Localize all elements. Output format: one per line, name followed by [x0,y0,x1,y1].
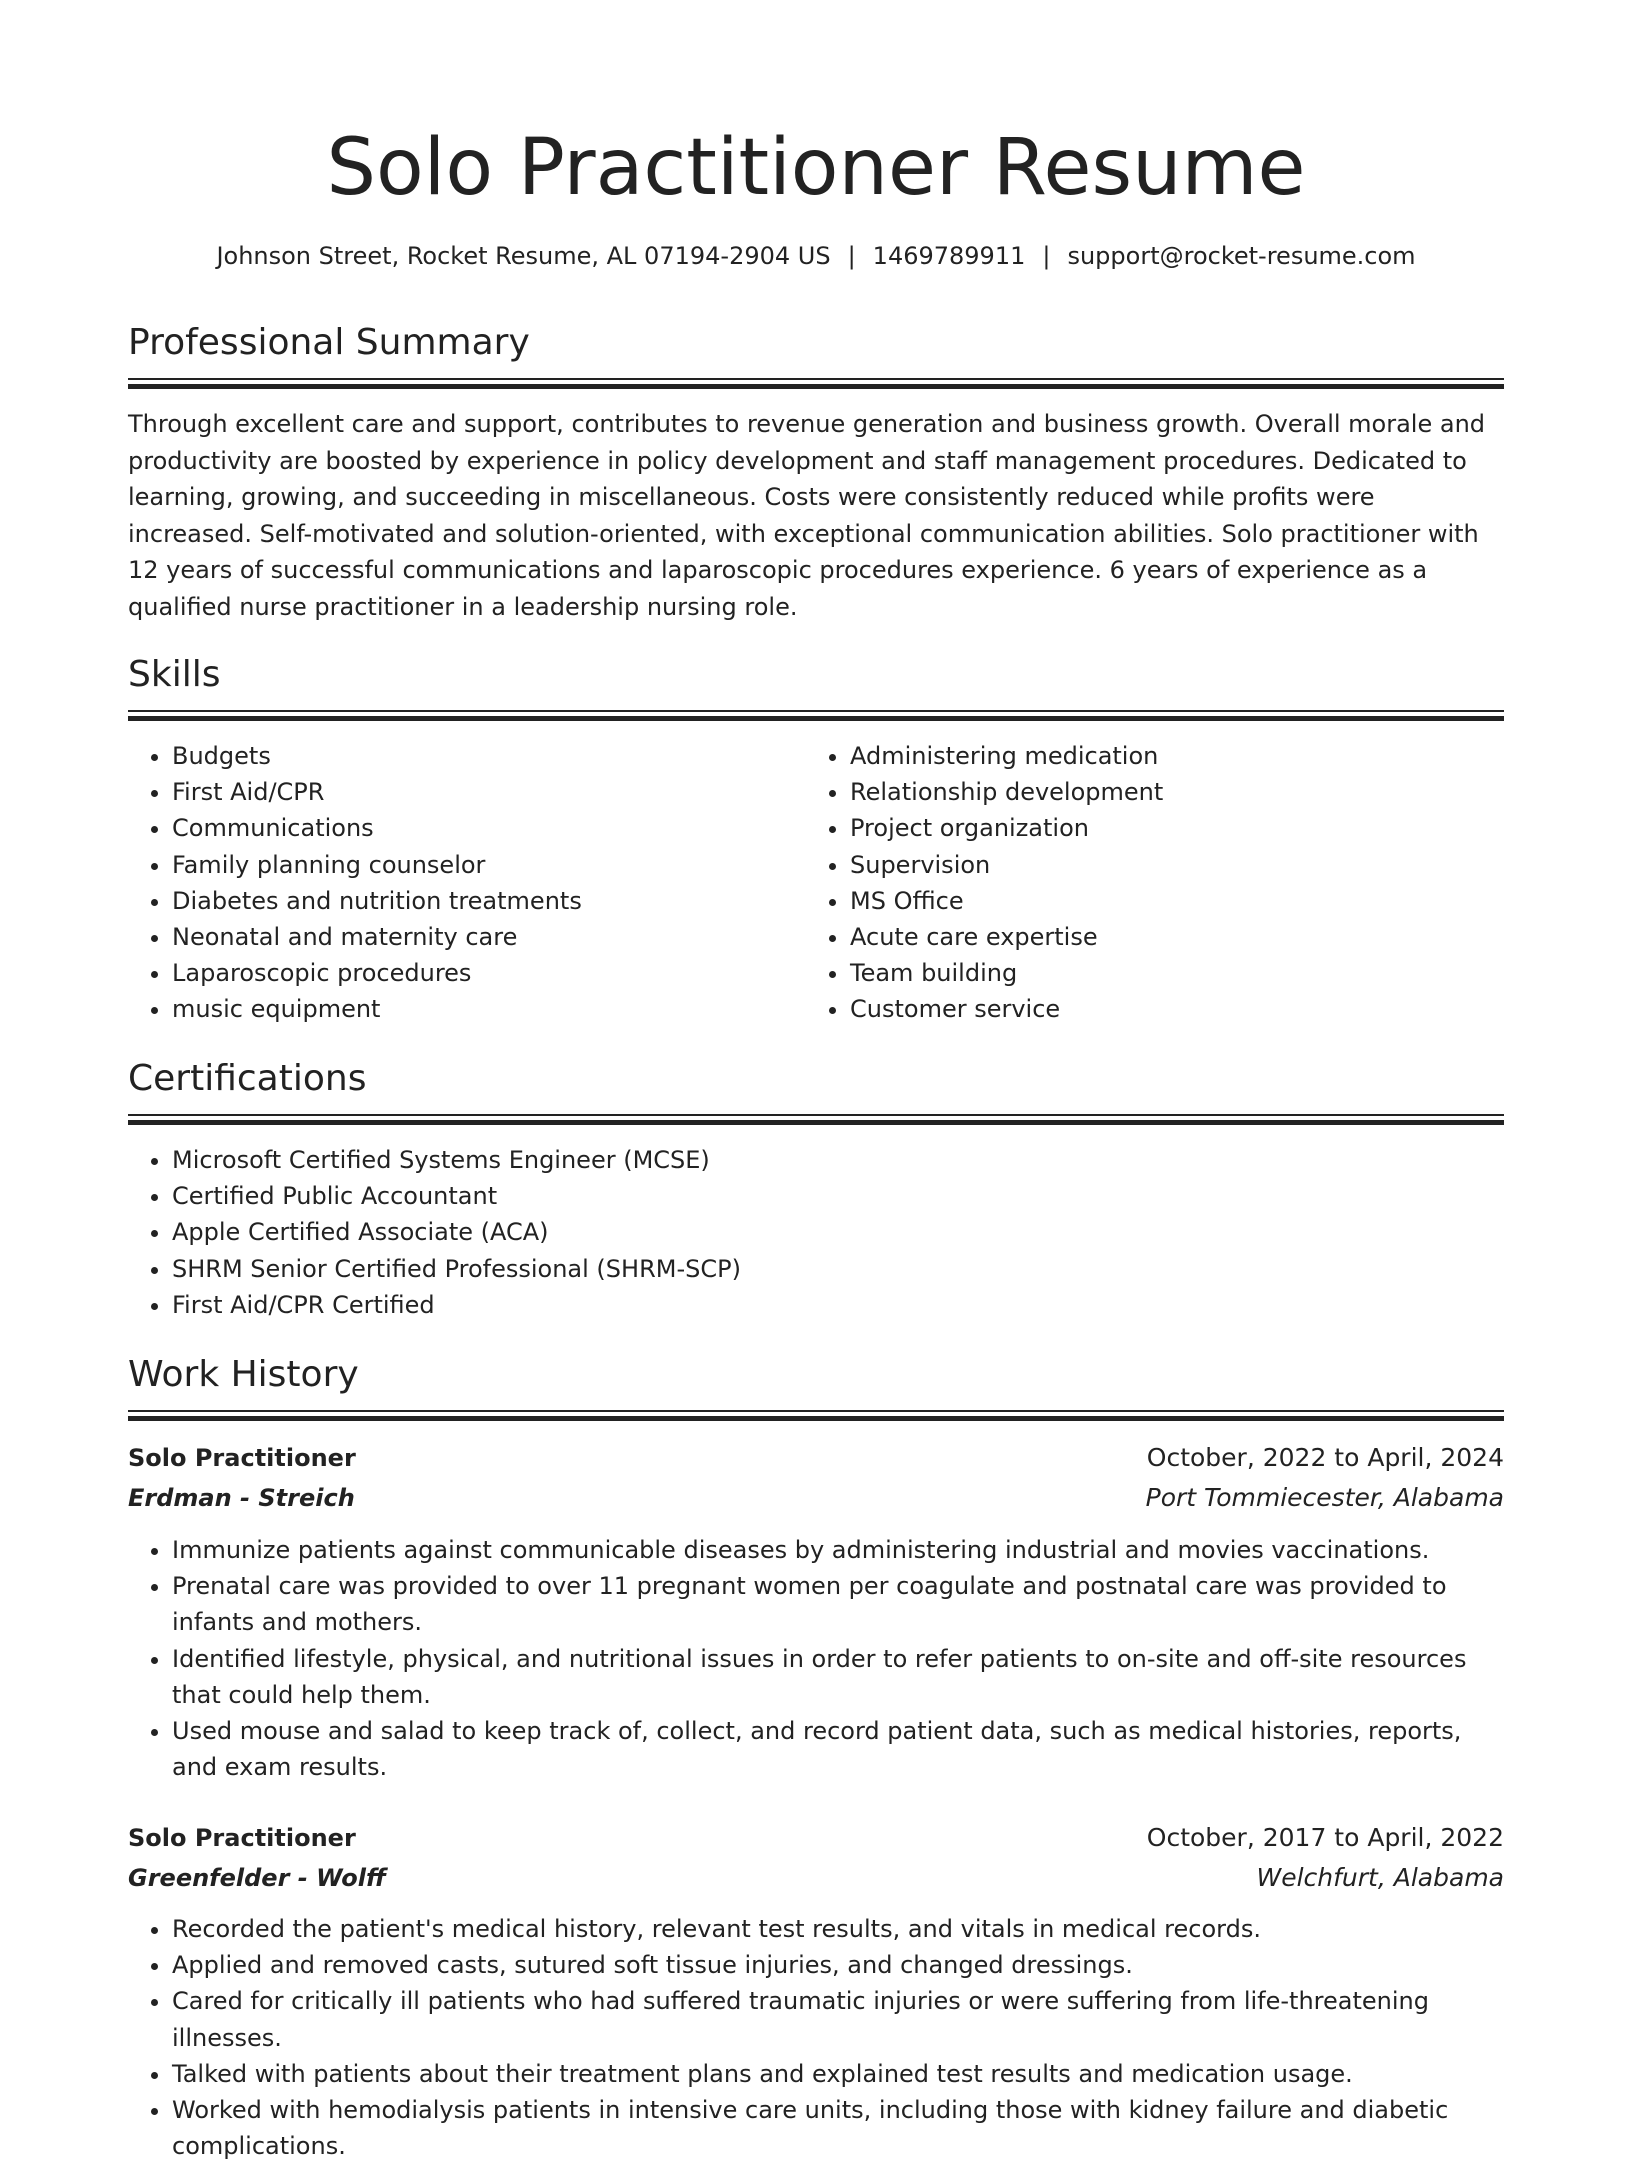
job-bullet: • Applied and removed casts, sutured soft tissue injuries, and changed dressings. [172,1947,1504,1983]
job-bullets [128,1911,1504,2164]
section-title-work-history: Work History [128,1354,359,1395]
section-divider [128,1114,1504,1124]
skill-item: • Budgets [172,738,802,774]
job-title: Solo Practitioner [128,1824,356,1852]
job-bullet: • Prenatal care was provided to over 11 pregnant women per coagulate and postnatal care was provided to infants and mothers. [172,1568,1504,1640]
skill-item: • Customer service [850,991,1548,1027]
job-title: Solo Practitioner [128,1444,356,1472]
skill-item: • Communications [172,810,802,846]
skill-item: • Administering medication [850,738,1548,774]
certifications-list [128,1142,1504,1323]
skill-item: • music equipment [172,991,802,1027]
skills-list-left [128,738,802,1028]
contact-separator: | [1042,242,1051,270]
skill-item: • Supervision [850,847,1548,883]
job-bullet: • Recorded the patient's medical history, relevant test results, and vitals in medical records. [172,1911,1504,1947]
skill-item: • Neonatal and maternity care [172,919,802,955]
certification-item: • SHRM Senior Certified Professional (SHRM-SCP) [172,1251,1504,1287]
job-dates: October, 2017 to April, 2022 [1146,1823,1504,1852]
skill-item: • Diabetes and nutrition treatments [172,883,802,919]
section-divider [128,710,1504,720]
contact-line [128,238,1504,274]
skill-item: • Acute care expertise [850,919,1548,955]
skill-item: • Project organization [850,810,1548,846]
job-bullet: • Immunize patients against communicable diseases by administering industrial and movies vaccinations. [172,1532,1504,1568]
section-title-skills: Skills [128,654,221,695]
job-company: Greenfelder - Wolff [128,1864,386,1892]
job-bullet: • Worked with hemodialysis patients in intensive care units, including those with kidney failure and diabetic complications. [172,2092,1504,2164]
job-company: Erdman - Streich [128,1484,355,1512]
job-bullets [128,1532,1504,1785]
skill-item: • MS Office [850,883,1548,919]
certification-item: • Certified Public Accountant [172,1178,1504,1214]
certification-item: • Microsoft Certified Systems Engineer (MCSE) [172,1142,1504,1178]
section-divider [128,1410,1504,1420]
job-bullet: • Cared for critically ill patients who had suffered traumatic injuries or were suffering from life-threatening illnesses. [172,1983,1504,2055]
section-title-certifications: Certifications [128,1058,367,1099]
job-location: Port Tommiecester, Alabama [1145,1483,1504,1512]
section-title-summary: Professional Summary [128,322,530,363]
contact-phone: 1469789911 [872,242,1026,270]
section-divider [128,378,1504,388]
job-bullet: • Talked with patients about their treatment plans and explained test results and medication usage. [172,2056,1504,2092]
job-bullet: • Identified lifestyle, physical, and nutritional issues in order to refer patients to on-site and off-site resources that could help them. [172,1641,1504,1713]
skill-item: • Team building [850,955,1548,991]
contact-email[interactable]: support@rocket-resume.com [1067,242,1416,270]
contact-address: Johnson Street, Rocket Resume, AL 07194-2904 US [216,242,831,270]
certification-item: • First Aid/CPR Certified [172,1287,1504,1323]
job-bullet: • Used mouse and salad to keep track of, collect, and record patient data, such as medical histories, reports, and exam results. [172,1713,1504,1785]
skill-item: • Relationship development [850,774,1548,810]
skills-list-right [806,738,1548,1028]
skill-item: • Family planning counselor [172,847,802,883]
contact-separator: | [847,242,856,270]
skill-item: • Laparoscopic procedures [172,955,802,991]
job-location: Welchfurt, Alabama [1256,1863,1504,1892]
resume-title: Solo Practitioner Resume [326,123,1306,213]
job-dates: October, 2022 to April, 2024 [1146,1443,1504,1472]
certification-item: • Apple Certified Associate (ACA) [172,1214,1504,1250]
skill-item: • First Aid/CPR [172,774,802,810]
summary-text: Through excellent care and support, contributes to revenue generation and business growth. Overall morale and productivity are boosted by experience in policy development and staff management procedures. Dedicated to learning, growing, and succeeding in miscellaneous. Costs were consistently reduced while profits were increased. Self-motivated and solution-oriented, with exceptional communication abilities. Solo practitioner with 12 years of successful communications and laparoscopic procedures experience. 6 years of experience as a qualified nurse practitioner in a leadership nursing role. [128,410,1486,621]
